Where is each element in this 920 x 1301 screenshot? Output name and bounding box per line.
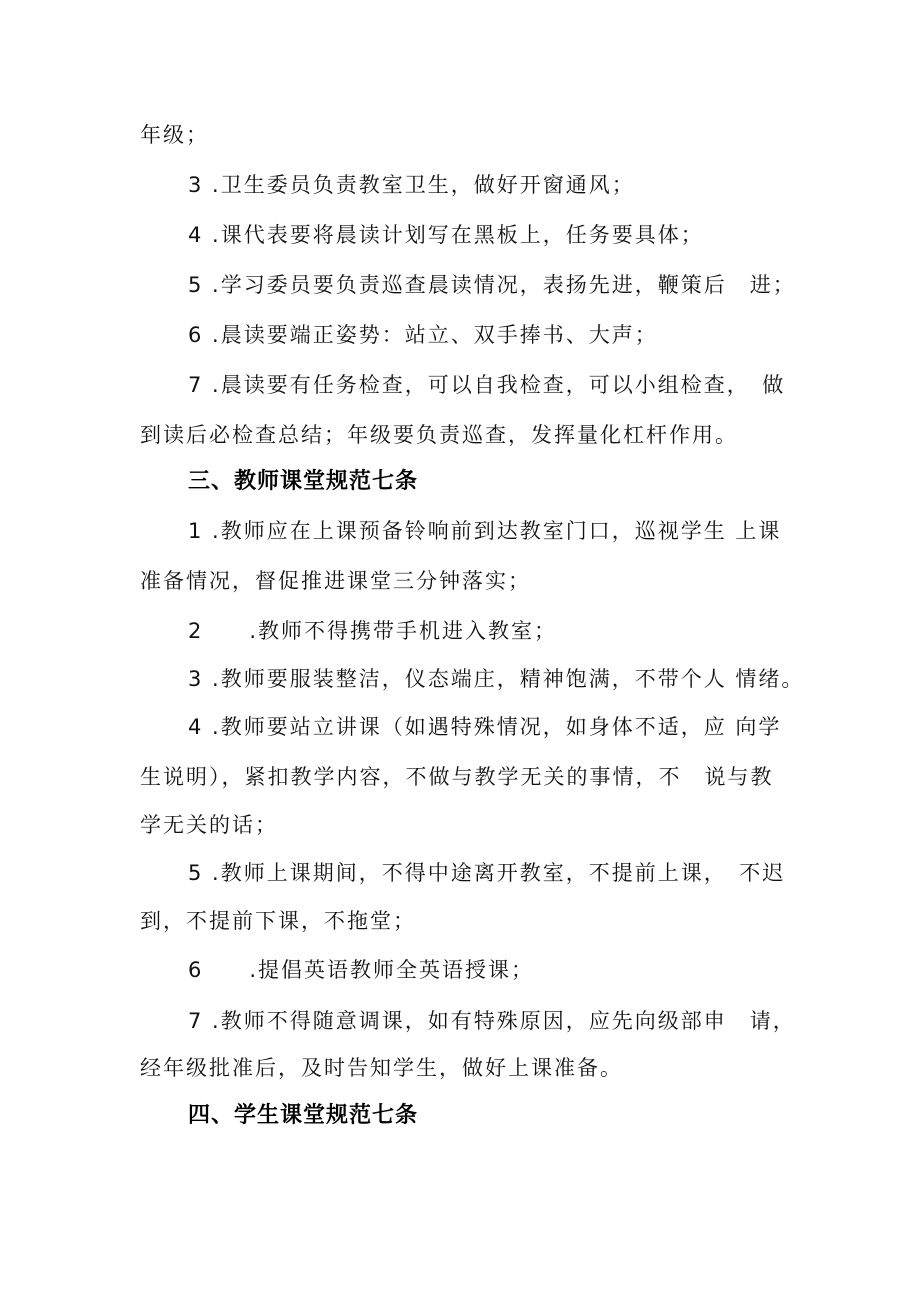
section3-item-5-line-1: 5 .教师上课期间，不得中途离开教室，不提前上课， 不迟 (188, 861, 786, 885)
section3-heading: 三、教师课堂规范七条 (188, 469, 419, 494)
section2-item-4: 4 .课代表要将晨读计划写在黑板上，任务要具体； (188, 223, 704, 247)
section3-item-1-line-1: 1 .教师应在上课预备铃响前到达教室门口，巡视学生 上课 (188, 519, 782, 543)
section3-item-4-line-3: 学无关的话； (140, 813, 278, 837)
section3-item-5-line-2: 到，不提前下课，不拖堂； (140, 909, 416, 933)
section2-item-5: 5 .学习委员要负责巡查晨读情况，表扬先进，鞭策后 进； (188, 273, 796, 297)
section3-item-4-line-2: 生说明），紧扣教学内容，不做与教学无关的事情，不 说与教 (140, 765, 774, 789)
section3-item-1-line-2: 准备情况，督促推进课堂三分钟落实； (140, 569, 531, 593)
section3-item-7-line-2: 经年级批准后，及时告知学生，做好上课准备。 (140, 1056, 623, 1080)
section3-item-3: 3 .教师要服装整洁，仪态端庄，精神饱满，不带个人 情绪。 (188, 667, 805, 691)
section2-item-7-line-1: 7 .晨读要有任务检查，可以自我检查，可以小组检查， 做 (188, 373, 786, 397)
section2-item-6: 6 .晨读要端正姿势：站立、双手捧书、大声； (188, 323, 658, 347)
continuation-line: 年级； (140, 123, 209, 147)
section2-item-3: 3 .卫生委员负责教室卫生，做好开窗通风； (188, 173, 635, 197)
section3-item-7-line-1: 7 .教师不得随意调课，如有特殊原因，应先向级部申 请， (188, 1009, 796, 1033)
section3-item-4-line-1: 4 .教师要站立讲课（如遇特殊情况，如身体不适，应 向学 (188, 715, 782, 739)
section3-item-6: 6 .提倡英语教师全英语授课； (188, 958, 535, 982)
section4-heading: 四、学生课堂规范七条 (188, 1103, 419, 1128)
section2-item-7-line-2: 到读后必检查总结；年级要负责巡查，发挥量化杠杆作用。 (140, 423, 738, 447)
section3-item-2: 2 .教师不得携带手机进入教室； (188, 619, 558, 643)
